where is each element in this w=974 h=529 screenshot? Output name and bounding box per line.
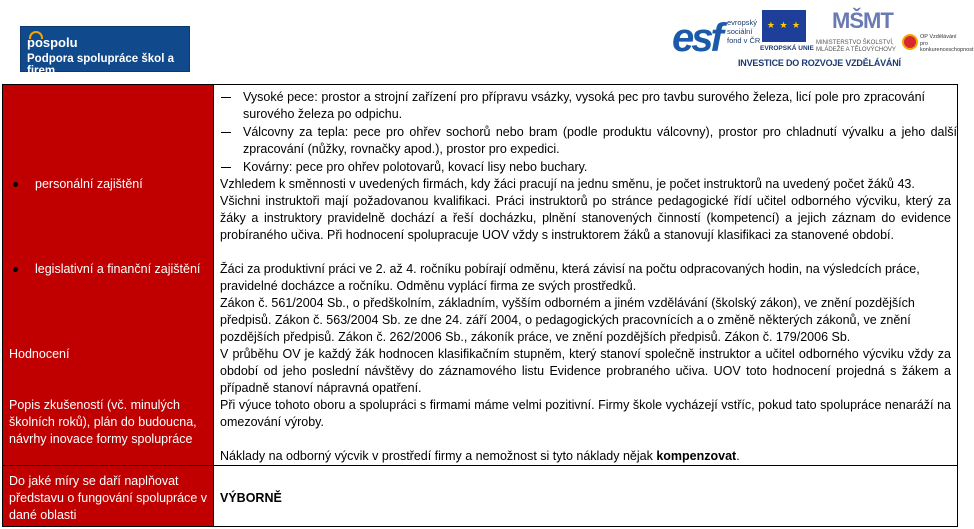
invest-caption: INVESTICE DO ROZVOJE VZDĚLÁVÁNÍ: [738, 58, 901, 68]
msmt-mark: MŠMT: [832, 8, 893, 33]
page-header: [0, 0, 974, 80]
msmt-caption: MINISTERSTVO ŠKOLSTVÍ, MLÁDEŽE A TĚLOVÝCHOVY: [816, 40, 896, 53]
equipment-item: Vysoké pece: prostor a strojní zařízení pro přípravu vsázky, vysoká pec pro tavbu surového železa, licí pole pro zpracování surového železa po odpichu.: [243, 90, 925, 121]
bullet-icon: [13, 267, 18, 272]
fulfillment-text: VÝBORNĚ: [220, 491, 282, 505]
esf-text: evropský sociální fond v ČR: [727, 18, 761, 45]
msmt-logo: [832, 8, 893, 44]
equipment-item: Kovárny: pece pro ohřev polotovarů, kovací lisy nebo buchary.: [243, 160, 588, 174]
esf-logo: [672, 10, 761, 62]
logo-brand: pospolu: [27, 35, 78, 50]
staff-text: Všichni instruktoři mají požadovanou kvalifikaci. Práci instruktorů po stránce pedagogické řídí učitel odborného výcviku, který za žáky a instruktory pravidelně dochází a řeší docházku, plnění stanovených činností (kompetencí) a jejich záznam do evidence probíraného učiva. Při hodnocení spolupracuje UOV vždy s instruktorem žáků a stanovují klasifikaci za stanovené období.: [220, 194, 951, 242]
op-logo: [902, 34, 974, 56]
table-border-right: [957, 84, 958, 527]
staff-label: personální zajištění: [35, 177, 143, 191]
experience-text-suffix: .: [736, 449, 740, 463]
eu-stars: ★ ★ ★: [766, 20, 802, 30]
dash-icon: [221, 132, 231, 133]
table-label-column: [2, 84, 214, 527]
equipment-item: Válcovny za tepla: pece pro ohřev sochorů nebo bram (podle produktu válcovny), prostor pro chladnutí vývalku a jeho další zpracování (nůžky, rovnačky apod.), prostor pro expedici.: [243, 125, 957, 156]
evaluation-text: V průběhu OV je každý žák hodnocen klasifikačním stupněm, který stanoví společně instruktor a učitel odborného výcviku vždy za období od jeho poslední návštěvy do záznamového listu Evidence probraného učiva. UOV toto hodnocení projedná s žákem a případně stanoví nápravná opatření.: [220, 347, 951, 395]
experience-text-bold: kompenzovat: [656, 449, 737, 463]
logo-tagline: Podpora spolupráce škol a firem: [27, 53, 174, 77]
experience-text-2: [220, 448, 955, 465]
esf-letters: esf: [672, 16, 721, 60]
eu-caption: EVROPSKÁ UNIE: [760, 45, 814, 52]
bullet-icon: [13, 182, 18, 187]
dash-icon: [221, 97, 231, 98]
eu-flag-icon: [762, 10, 806, 42]
op-circle-icon: [902, 34, 918, 50]
staff-text: Vzhledem k směnnosti v uvedených firmách, kdy žáci pracují na jednu směnu, je počet instruktorů na uvedený počet žáků 43.: [220, 177, 915, 191]
legislative-text: Žáci za produktivní práci ve 2. až 4. ročníku pobírají odměnu, která závisí na počtu odpracovaných hodin, na výsledcích práce, pravidelné docházce a ročníku. Odměnu vyplácí firma ze svých prostředků.: [220, 262, 920, 293]
pospolu-logo: [20, 26, 190, 77]
fulfillment-label: Do jaké míry se daří naplňovat představu o fungování spolupráce v dané oblasti: [9, 474, 208, 522]
legislative-text: Zákon č. 561/2004 Sb., o předškolním, základním, vyšším odborném a jiném vzdělávání (školský zákon), ve znění pozdějších předpisů. Zákon č. 563/2004 Sb. ze dne 24. září 2004, o pedagogických pracovnících a o změně některých zákonů, ve znění pozdějších předpisů. Zákon č. 262/2006 Sb., zákoník práce, ve znění pozdějších předpisů. Zákon č. 179/2006 Sb.: [220, 296, 915, 344]
experience-label: Popis zkušeností (vč. minulých školních roků), plán do budoucna, návrhy inovace formy spolupráce: [9, 398, 197, 446]
table-border-top: [214, 84, 958, 85]
experience-text-prefix: Náklady na odborný výcvik v prostředí firmy a nemožnost si tyto náklady nějak: [220, 449, 657, 463]
dash-icon: [221, 167, 231, 168]
table-border-bottom: [214, 526, 958, 527]
row-divider: [2, 465, 958, 466]
legislative-label: legislativní a finanční zajištění: [35, 262, 201, 276]
evaluation-label: Hodnocení: [9, 347, 70, 361]
experience-text: Při výuce tohoto oboru a spolupráci s firmami máme velmi pozitivní. Firmy škole vycházejí vstříc, pokud tato spolupráce nenaráží na omezování výroby.: [220, 398, 951, 429]
op-text: OP Vzdělávání pro konkurenceschopnost: [920, 34, 974, 53]
